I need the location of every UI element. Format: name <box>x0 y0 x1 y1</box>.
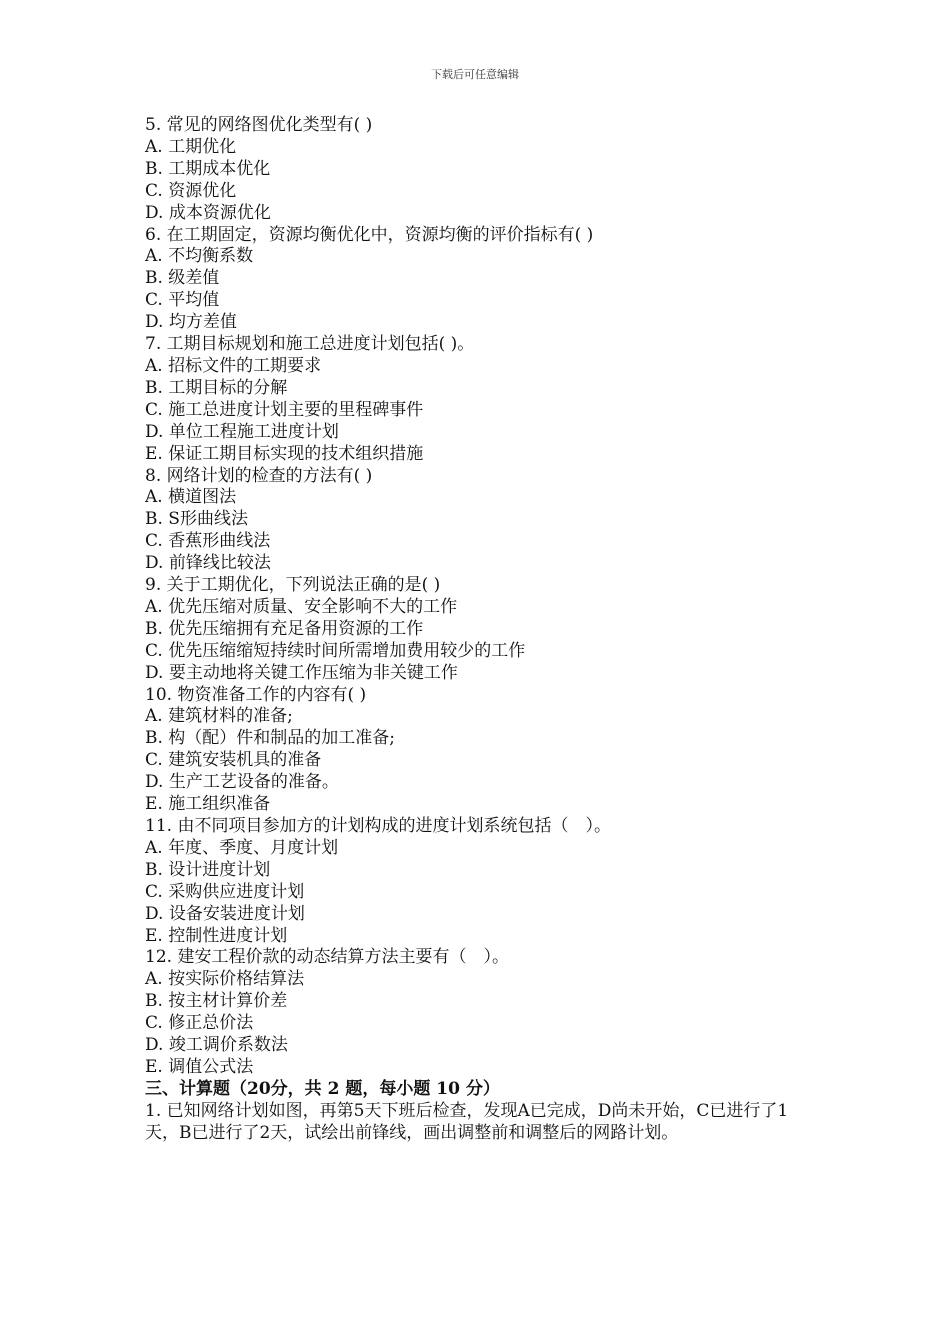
answer-option: A. 工期优化 <box>145 136 237 157</box>
answer-option: A. 横道图法 <box>145 487 237 508</box>
section-title: 三、计算题（20分，共 2 题，每小题 10 分） <box>145 1078 500 1099</box>
page-header: 下载后可任意编辑 <box>431 68 519 81</box>
answer-option: C. 修正总价法 <box>145 1013 254 1034</box>
answer-option: A. 优先压缩对质量、安全影响不大的工作 <box>145 596 458 617</box>
question-stem: 6. 在工期固定，资源均衡优化中，资源均衡的评价指标有( ) <box>145 224 594 245</box>
answer-option: D. 单位工程施工进度计划 <box>145 421 339 442</box>
answer-option: C. 资源优化 <box>145 180 237 201</box>
answer-option: B. 优先压缩拥有充足备用资源的工作 <box>145 618 424 639</box>
calc-question-1: 1. 已知网络计划如图，再第5天下班后检查，发现A已完成，D尚未开始，C已进行了1天，B已进行了2天，试绘出前锋线，画出调整前和调整后的网路计划。 <box>145 1100 789 1143</box>
answer-option: B. S形曲线法 <box>145 509 248 530</box>
answer-option: C. 平均值 <box>145 290 220 311</box>
answer-option: C. 建筑安装机具的准备 <box>145 750 322 771</box>
answer-option: B. 设计进度计划 <box>145 859 271 880</box>
answer-option: D. 均方差值 <box>145 312 237 333</box>
question-stem: 11. 由不同项目参加方的计划构成的进度计划系统包括（ ）。 <box>145 816 611 836</box>
answer-option: B. 工期目标的分解 <box>145 377 288 398</box>
answer-option: C. 香蕉形曲线法 <box>145 531 271 552</box>
question-stem: 9. 关于工期优化，下列说法正确的是( ) <box>145 575 441 596</box>
answer-option: A. 建筑材料的准备; <box>145 706 293 727</box>
question-stem: 10. 物资准备工作的内容有( ) <box>145 684 367 705</box>
answer-option: D. 前锋线比较法 <box>145 553 271 574</box>
answer-option: C. 采购供应进度计划 <box>145 881 305 902</box>
answer-option: B. 级差值 <box>145 268 220 289</box>
answer-option: E. 保证工期目标实现的技术组织措施 <box>145 443 424 464</box>
answer-option: E. 调值公式法 <box>145 1056 254 1077</box>
question-stem: 8. 网络计划的检查的方法有( ) <box>145 465 373 486</box>
question-list <box>145 115 810 1079</box>
answer-option: A. 不均衡系数 <box>145 246 254 267</box>
answer-option: D. 要主动地将关键工作压缩为非关键工作 <box>145 662 458 683</box>
answer-option: B. 按主材计算价差 <box>145 991 288 1012</box>
answer-option: C. 施工总进度计划主要的里程碑事件 <box>145 399 424 420</box>
answer-option: A. 年度、季度、月度计划 <box>145 837 339 858</box>
answer-option: A. 招标文件的工期要求 <box>145 355 322 376</box>
answer-option: D. 竣工调价系数法 <box>145 1035 288 1056</box>
answer-option: E. 施工组织准备 <box>145 794 271 815</box>
answer-option: A. 按实际价格结算法 <box>145 969 305 990</box>
answer-option: B. 工期成本优化 <box>145 158 271 179</box>
answer-option: B. 构（配）件和制品的加工准备; <box>145 728 396 749</box>
question-stem: 5. 常见的网络图优化类型有( ) <box>145 115 373 135</box>
answer-option: E. 控制性进度计划 <box>145 925 288 946</box>
answer-option: D. 设备安装进度计划 <box>145 903 305 924</box>
question-stem: 12. 建安工程价款的动态结算方法主要有（ ）。 <box>145 947 509 968</box>
document-body <box>145 115 810 1145</box>
answer-option: C. 优先压缩缩短持续时间所需增加费用较少的工作 <box>145 640 526 661</box>
answer-option: D. 成本资源优化 <box>145 202 271 223</box>
question-stem: 7. 工期目标规划和施工总进度计划包括( )。 <box>145 334 475 355</box>
answer-option: D. 生产工艺设备的准备。 <box>145 772 339 793</box>
